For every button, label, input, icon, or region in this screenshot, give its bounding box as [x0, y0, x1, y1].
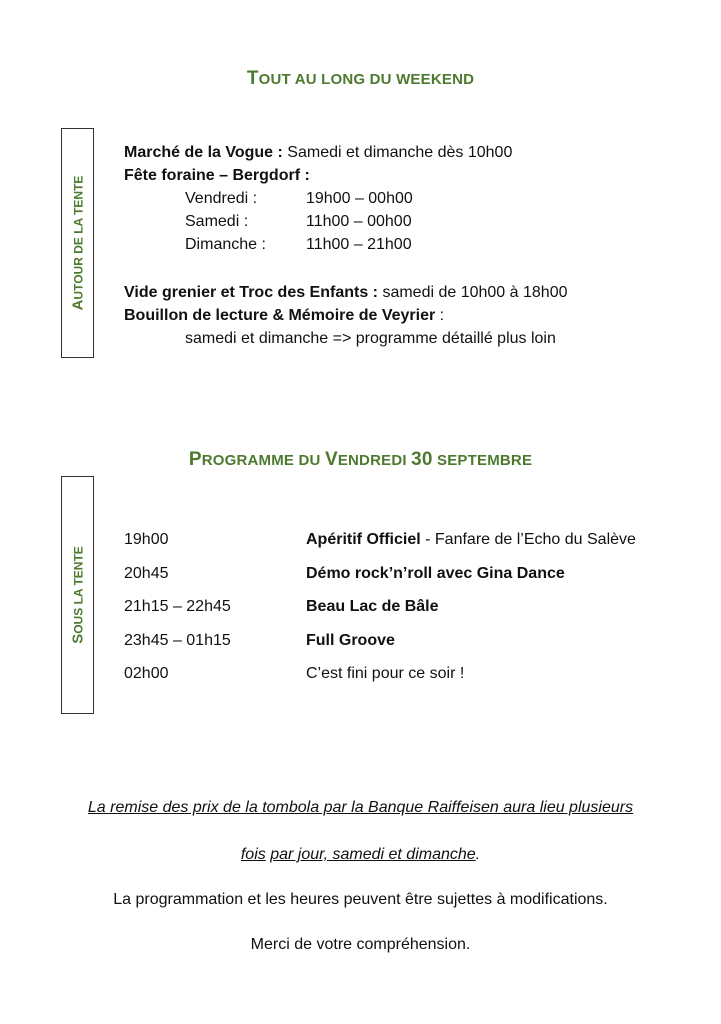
- vide-grenier-line: Vide grenier et Troc des Enfants : samedi de 10h00 à 18h00: [124, 284, 568, 301]
- program-time: 19h00: [124, 531, 169, 548]
- tombola-notice-line2: fois par jour, samedi et dimanche.: [240, 846, 481, 863]
- fete-hours-vendredi: 19h00 – 00h00: [306, 190, 413, 207]
- thanks-notice: Merci de votre compréhension.: [250, 936, 471, 953]
- program-event: Beau Lac de Bâle: [306, 598, 439, 615]
- weekend-section-title: TOUT AU LONG DU WEEKEND: [246, 68, 475, 89]
- friday-section-title: PROGRAMME DU VENDREDI 30 SEPTEMBRE: [188, 449, 533, 470]
- fete-day-samedi: Samedi :: [185, 213, 249, 230]
- modification-notice: La programmation et les heures peuvent être sujettes à modifications.: [113, 891, 608, 908]
- program-time: 02h00: [124, 665, 169, 682]
- sous-la-tente-label: SOUS LA TENTE: [69, 546, 86, 644]
- autour-de-la-tente-label: AUTOUR DE LA TENTE: [69, 175, 86, 311]
- autour-de-la-tente-box: [61, 128, 94, 358]
- marche-line: Marché de la Vogue : Samedi et dimanche dès 10h00: [124, 144, 513, 161]
- program-time: 23h45 – 01h15: [124, 632, 231, 649]
- program-event: Full Groove: [306, 632, 395, 649]
- bouillon-line: Bouillon de lecture & Mémoire de Veyrier :: [124, 307, 445, 324]
- fete-foraine-label: Fête foraine – Bergdorf :: [124, 167, 310, 184]
- program-event: Apéritif Officiel - Fanfare de l’Echo du Salève: [306, 531, 636, 548]
- fete-hours-samedi: 11h00 – 00h00: [306, 213, 412, 230]
- sous-la-tente-box: [61, 476, 94, 714]
- fete-day-dimanche: Dimanche :: [185, 236, 266, 253]
- program-time: 20h45: [124, 565, 169, 582]
- bouillon-detail: samedi et dimanche => programme détaillé plus loin: [185, 330, 556, 347]
- program-time: 21h15 – 22h45: [124, 598, 231, 615]
- tombola-notice-line1: La remise des prix de la tombola par la Banque Raiffeisen aura lieu plusieurs: [87, 799, 634, 816]
- program-event: C’est fini pour ce soir !: [306, 665, 465, 682]
- fete-day-vendredi: Vendredi :: [185, 190, 258, 207]
- fete-hours-dimanche: 11h00 – 21h00: [306, 236, 412, 253]
- program-event: Démo rock’n’roll avec Gina Dance: [306, 565, 565, 582]
